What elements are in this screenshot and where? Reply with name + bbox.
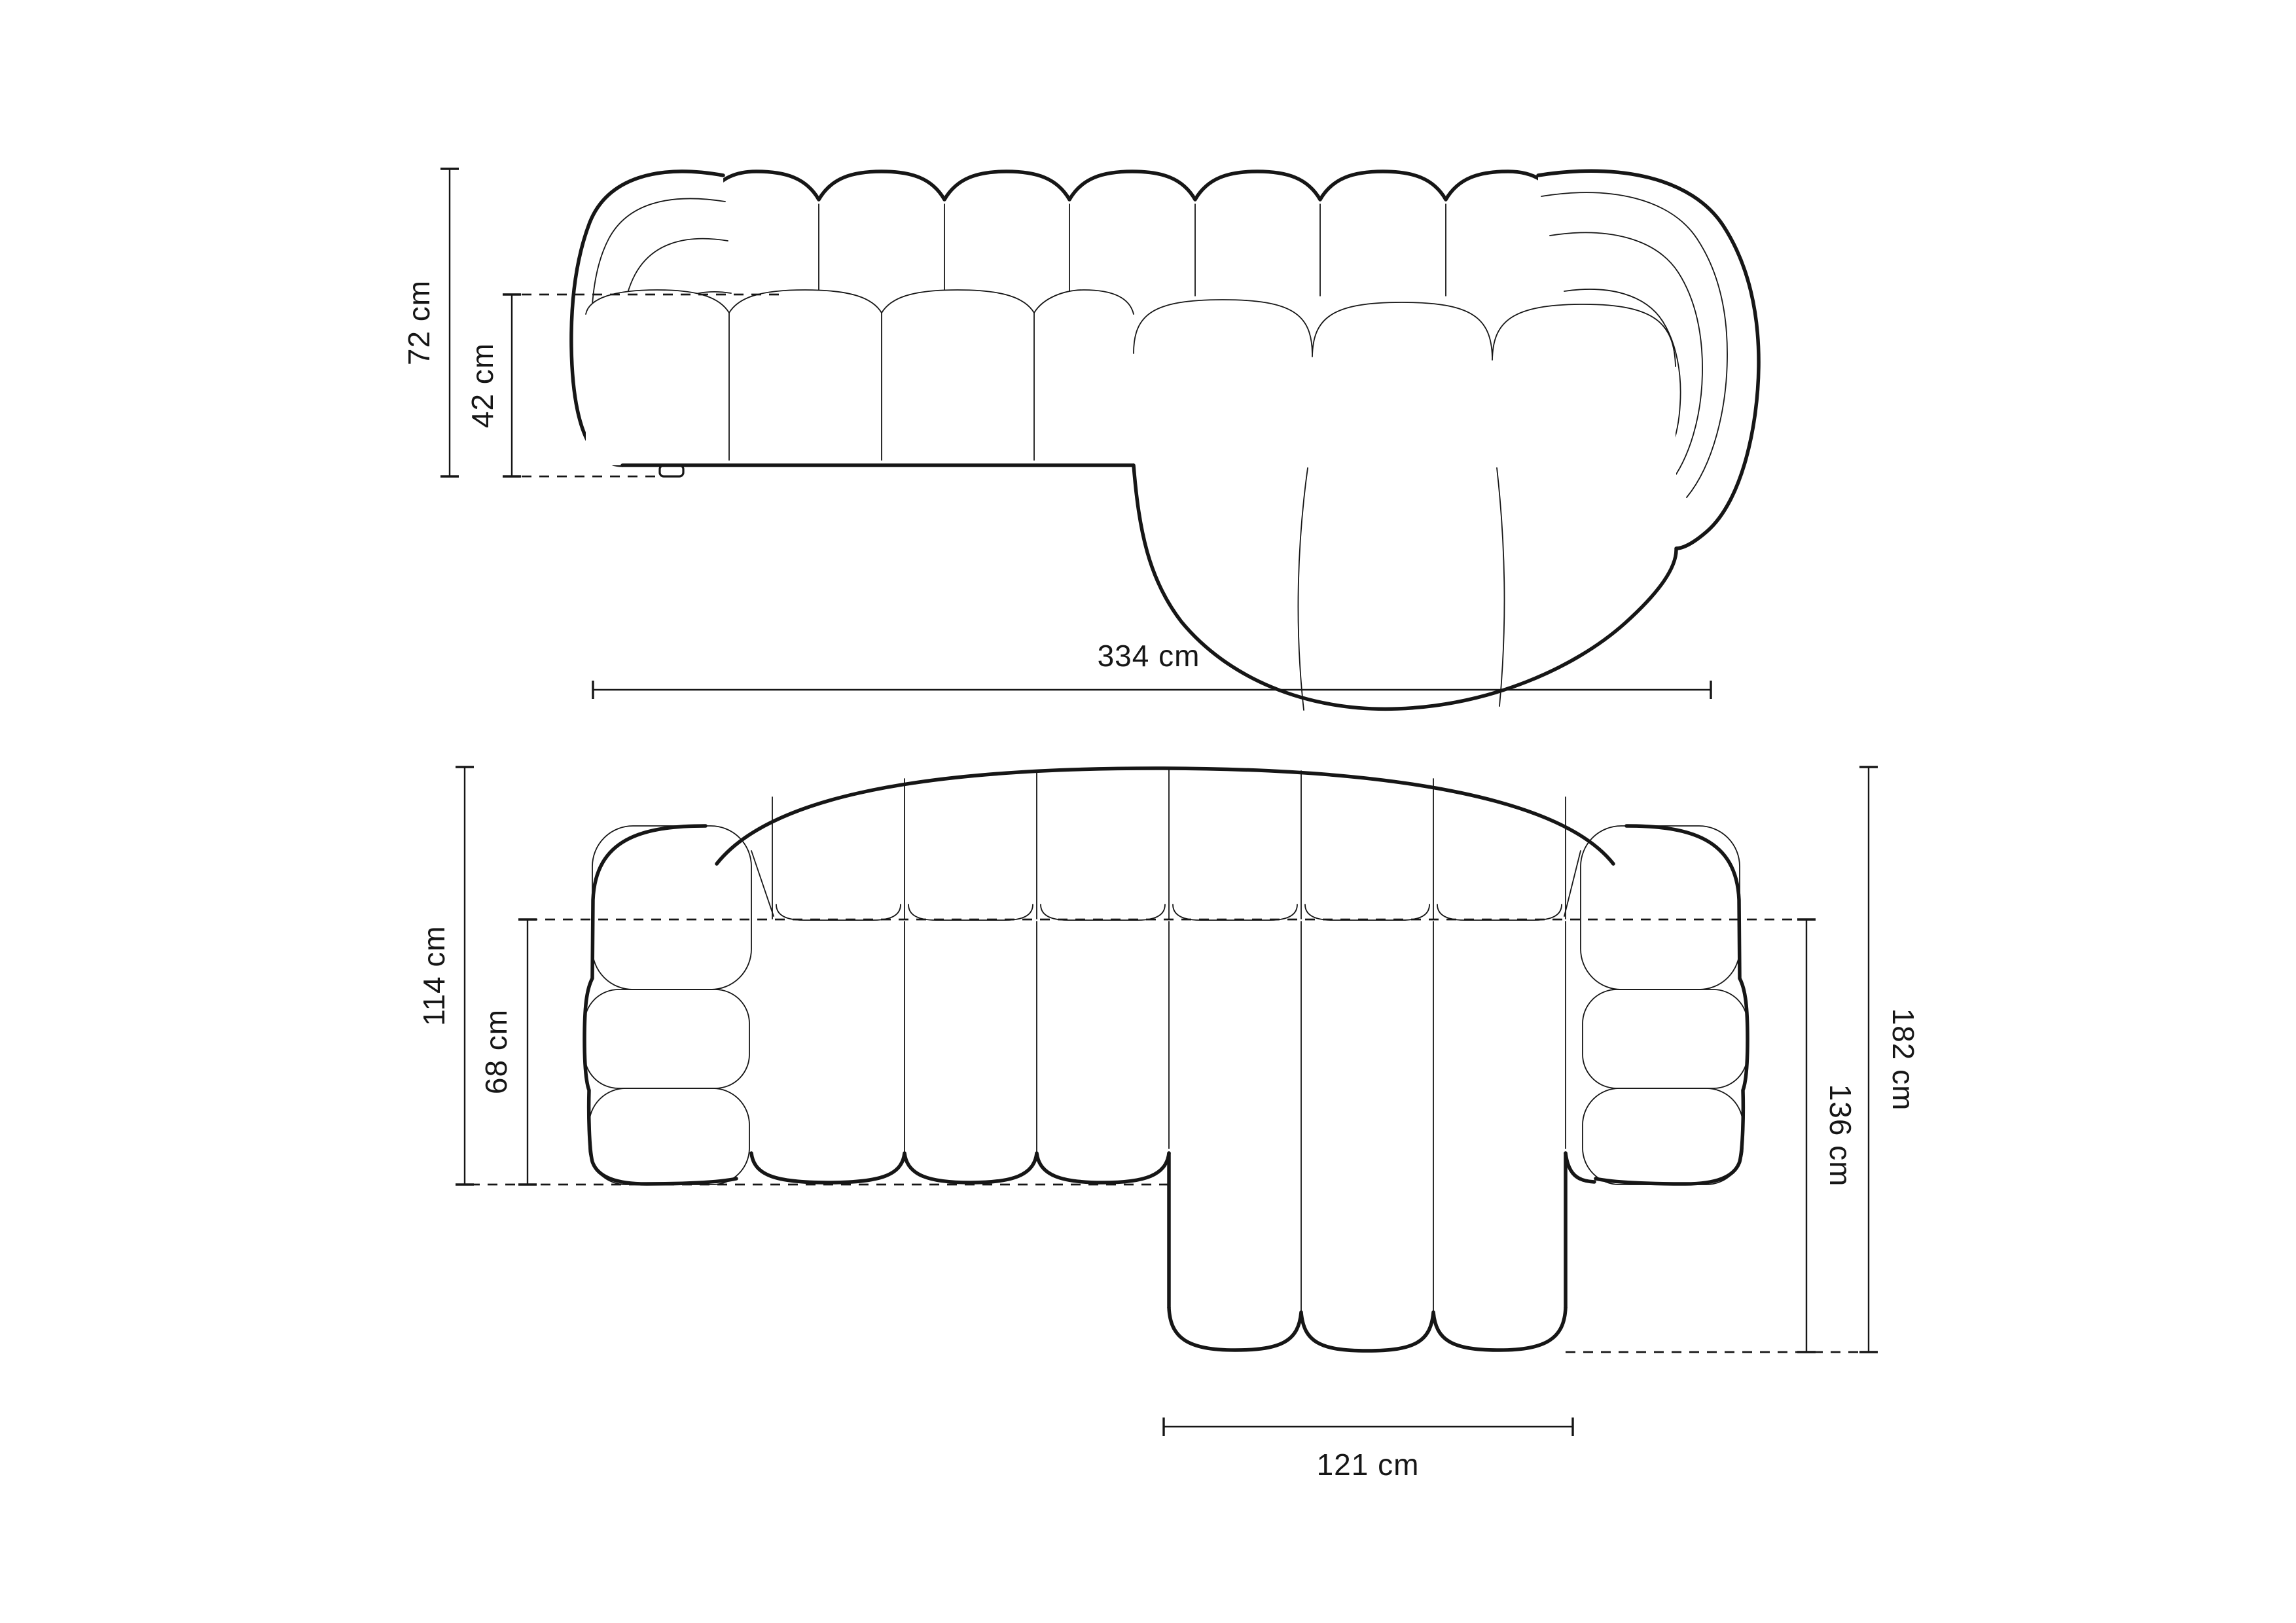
front-seat-cushions xyxy=(586,290,1134,465)
label-chaise-width: 121 cm xyxy=(1316,1448,1420,1482)
label-seat-depth: 68 cm xyxy=(479,1008,513,1095)
label-total-depth: 182 cm xyxy=(1886,1008,1920,1111)
label-body-depth: 114 cm xyxy=(417,925,451,1026)
chaise-panel-fill xyxy=(1134,300,1676,471)
label-front-total-height: 72 cm xyxy=(402,279,436,366)
label-front-seat-height: 42 cm xyxy=(465,342,499,429)
label-chaise-depth: 136 cm xyxy=(1823,1084,1857,1187)
front-chaise xyxy=(1134,300,1676,710)
label-total-width: 334 cm xyxy=(1097,639,1200,673)
seat-fill xyxy=(586,290,1134,465)
